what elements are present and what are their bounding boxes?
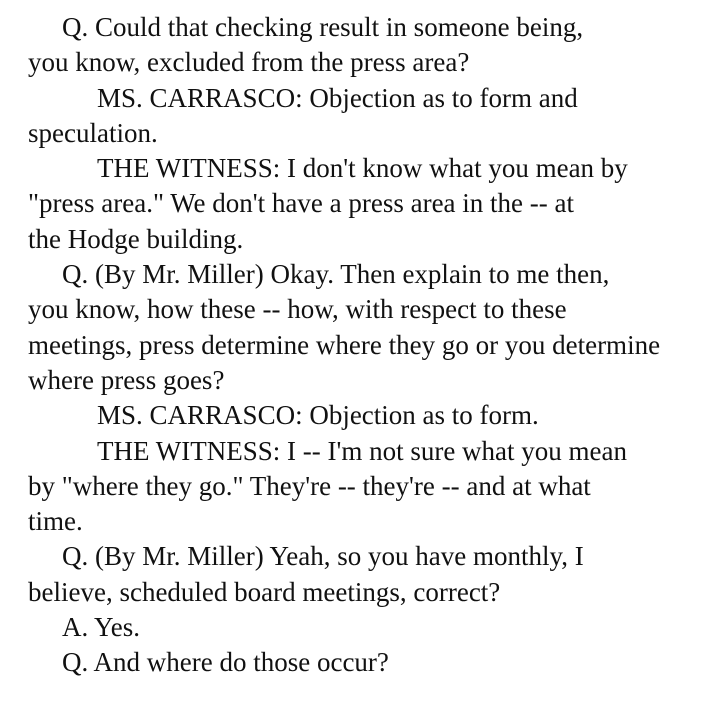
transcript-line-9: you know, how these -- how, with respect to these	[28, 294, 567, 325]
transcript-line-15: time.	[28, 506, 83, 537]
transcript-line-3: MS. CARRASCO: Objection as to form and	[97, 82, 578, 113]
transcript-line-7: the Hodge building.	[28, 223, 244, 254]
transcript-line-8: Q. (By Mr. Miller) Okay. Then explain to me then,	[62, 259, 610, 290]
transcript-line-4: speculation.	[28, 117, 158, 148]
transcript-line-10: meetings, press determine where they go or you determine	[28, 329, 661, 360]
transcript-line-13: THE WITNESS: I -- I'm not sure what you mean	[97, 435, 628, 466]
transcript-line-17: believe, scheduled board meetings, correct?	[28, 576, 501, 607]
transcript-line-11: where press goes?	[28, 364, 225, 395]
transcript-line-5: THE WITNESS: I don't know what you mean by	[97, 153, 628, 184]
transcript-line-12: MS. CARRASCO: Objection as to form.	[97, 400, 539, 431]
transcript-line-18: A. Yes.	[62, 612, 141, 643]
transcript-line-1: Q. Could that checking result in someone being,	[62, 12, 584, 42]
transcript-line-2: you know, excluded from the press area?	[28, 47, 470, 78]
transcript-line-6: "press area." We don't have a press area in the -- at	[28, 188, 574, 219]
transcript-line-19: Q. And where do those occur?	[62, 647, 389, 678]
transcript-line-14: by "where they go." They're -- they're -- and at what	[28, 470, 591, 501]
transcript-line-16: Q. (By Mr. Miller) Yeah, so you have monthly, I	[62, 541, 584, 572]
deposition-transcript	[28, 10, 703, 681]
